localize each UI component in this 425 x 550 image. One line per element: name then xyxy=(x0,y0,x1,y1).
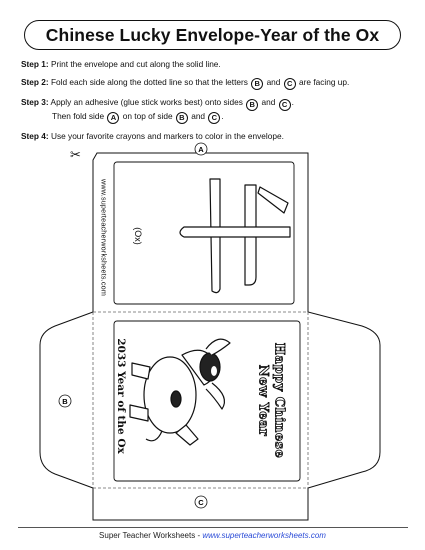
step-3-period: . xyxy=(291,97,294,108)
side-c-marker: C xyxy=(279,99,291,111)
step-3-cont-and: and xyxy=(191,110,206,121)
footer-link[interactable]: www.superteacherworksheets.com xyxy=(202,531,326,540)
step-3-cont-text-2: on top of side xyxy=(122,110,173,121)
step-3-cont-text: Then fold side xyxy=(52,110,105,121)
ox-chinese-character-icon xyxy=(180,179,290,293)
side-b-marker: B xyxy=(246,99,258,111)
happy-chinese-text: Happy Chinese xyxy=(271,342,287,459)
side-c-marker: C xyxy=(208,112,220,124)
footer-separator: - xyxy=(195,531,203,540)
flap-a-label: A xyxy=(198,145,204,154)
envelope-url-vertical: www.superteacherworksheets.com xyxy=(99,178,109,297)
footer xyxy=(0,531,425,540)
flap-b-label: B xyxy=(62,397,68,406)
side-b-marker: B xyxy=(251,78,263,90)
footer-divider xyxy=(18,527,408,528)
step-3-and: and xyxy=(261,97,276,108)
step-1-text: Print the envelope and cut along the solid line. xyxy=(50,59,221,69)
cartoon-ox-icon xyxy=(130,339,230,445)
step-2-text-end: are facing up. xyxy=(299,76,350,87)
side-a-marker: A xyxy=(107,112,119,124)
step-1-label: Step 1: xyxy=(21,59,49,69)
scissors-icon: ✂ xyxy=(70,147,81,162)
ox-label: (Ox) xyxy=(133,227,143,245)
side-c-marker: C xyxy=(284,78,296,90)
page-title: Chinese Lucky Envelope-Year of the Ox xyxy=(24,20,401,50)
step-2-label: Step 2: xyxy=(21,76,49,87)
year-of-the-ox-text: 2033 Year of the Ox xyxy=(115,338,127,454)
step-2-and: and xyxy=(266,76,281,87)
new-year-text: New Year xyxy=(255,364,271,437)
side-b-marker: B xyxy=(176,112,188,124)
step-3-cont-period: . xyxy=(221,110,224,121)
step-4-label: Step 4: xyxy=(21,131,49,142)
flap-c-label: C xyxy=(198,498,204,507)
step-3-label: Step 3: xyxy=(21,97,49,108)
step-4-text: Use your favorite crayons and markers to color in the envelope. xyxy=(50,131,284,142)
footer-brand: Super Teacher Worksheets xyxy=(99,531,196,540)
step-3-text: Apply an adhesive (glue stick works best) onto sides xyxy=(50,97,243,108)
step-2-text: Fold each side along the dotted line so that the letters xyxy=(50,76,248,87)
